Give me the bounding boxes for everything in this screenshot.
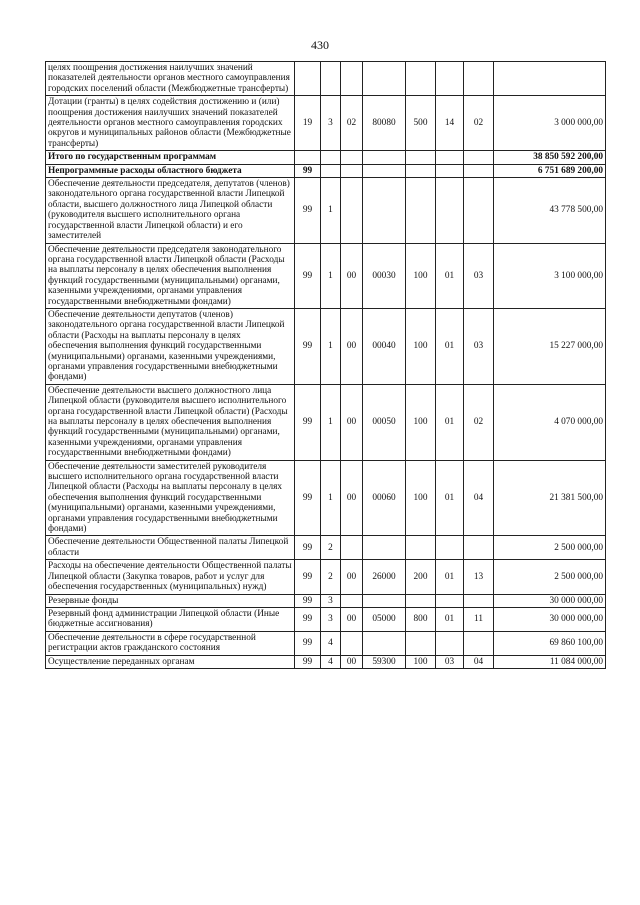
page-number: 430: [311, 38, 329, 52]
subsection-code: 02: [464, 96, 494, 151]
expense-type-code: [406, 164, 436, 177]
main-activity-code: 00: [341, 308, 363, 384]
subsection-code: [464, 178, 494, 243]
main-activity-code: [341, 594, 363, 607]
direction-code: [363, 62, 406, 96]
direction-code: [363, 594, 406, 607]
subprogram-code: 3: [321, 607, 341, 631]
subsection-code: 13: [464, 560, 494, 594]
direction-code: 00030: [363, 243, 406, 308]
main-activity-code: 02: [341, 96, 363, 151]
subsection-code: 03: [464, 243, 494, 308]
expense-name: Итого по государственным программам: [46, 151, 295, 164]
subprogram-code: 1: [321, 178, 341, 243]
main-activity-code: 00: [341, 460, 363, 536]
program-code: 99: [295, 607, 321, 631]
direction-code: [363, 631, 406, 655]
direction-code: [363, 151, 406, 164]
section-code: [436, 151, 464, 164]
expense-type-code: 200: [406, 560, 436, 594]
amount: 2 500 000,00: [494, 536, 606, 560]
subsection-code: [464, 536, 494, 560]
amount: 30 000 000,00: [494, 607, 606, 631]
section-code: 01: [436, 308, 464, 384]
direction-code: [363, 178, 406, 243]
expense-name: Обеспечение деятельности заместителей руководителя высшего исполнительного органа государственной власти Липецкой области (Расходы на выплаты персоналу в целях обеспечения выполнения функций государственными (муниципальными) органами, казенными учреждениями, органами управления государственными внебюджетными фондами): [46, 460, 295, 536]
expense-type-code: 100: [406, 460, 436, 536]
amount: 69 860 100,00: [494, 631, 606, 655]
main-activity-code: [341, 62, 363, 96]
subprogram-code: 1: [321, 308, 341, 384]
amount: 30 000 000,00: [494, 594, 606, 607]
program-code: 99: [295, 594, 321, 607]
expense-type-code: 100: [406, 308, 436, 384]
expense-type-code: [406, 151, 436, 164]
amount: 6 751 689 200,00: [494, 164, 606, 177]
expense-name: Непрограммные расходы областного бюджета: [46, 164, 295, 177]
subprogram-code: 3: [321, 594, 341, 607]
expense-type-code: 100: [406, 384, 436, 460]
subsection-code: 03: [464, 308, 494, 384]
subprogram-code: [321, 62, 341, 96]
table-row: [46, 308, 606, 384]
budget-table: [45, 61, 606, 669]
main-activity-code: [341, 151, 363, 164]
table-row: [46, 560, 606, 594]
subprogram-code: [321, 151, 341, 164]
table-row: [46, 655, 606, 668]
section-code: [436, 62, 464, 96]
expense-type-code: [406, 536, 436, 560]
subsection-code: [464, 631, 494, 655]
section-code: [436, 631, 464, 655]
main-activity-code: 00: [341, 560, 363, 594]
section-code: 01: [436, 607, 464, 631]
program-code: 99: [295, 536, 321, 560]
table-row: [46, 178, 606, 243]
main-activity-code: 00: [341, 655, 363, 668]
table-row: [46, 151, 606, 164]
table-row: [46, 536, 606, 560]
program-code: 19: [295, 96, 321, 151]
main-activity-code: [341, 178, 363, 243]
main-activity-code: [341, 164, 363, 177]
subprogram-code: 1: [321, 243, 341, 308]
subsection-code: [464, 62, 494, 96]
table-row: [46, 384, 606, 460]
expense-name: Обеспечение деятельности депутатов (членов) законодательного органа государственной власти Липецкой области (Расходы на выплаты персоналу в целях обеспечения выполнения функций государственными (муниципальными) органами, казенными учреждениями, органами управления государственными внебюджетными фондами): [46, 308, 295, 384]
program-code: [295, 151, 321, 164]
expense-name: Обеспечение деятельности высшего должностного лица Липецкой области (руководителя высшего исполнительного органа государственной власти Липецкой области) (Расходы на выплаты персоналу в целях обеспечения выполнения функций государственными (муниципальными) органами, казенными учреждениями, органами управления государственными внебюджетными фондами): [46, 384, 295, 460]
section-code: [436, 178, 464, 243]
table-row: [46, 96, 606, 151]
expense-name: Обеспечение деятельности председателя, депутатов (членов) законодательного органа государственной власти Липецкой области, высшего должностного лица Липецкой области (руководителя высшего исполнительного органа государственной власти Липецкой области) и его заместителей: [46, 178, 295, 243]
section-code: 14: [436, 96, 464, 151]
expense-name: целях поощрения достижения наилучших значений показателей деятельности органов местного самоуправления городских поселений области (Межбюджетные трансферты): [46, 62, 295, 96]
amount: [494, 62, 606, 96]
expense-type-code: [406, 594, 436, 607]
subprogram-code: 2: [321, 560, 341, 594]
amount: 3 000 000,00: [494, 96, 606, 151]
section-code: 03: [436, 655, 464, 668]
subsection-code: [464, 164, 494, 177]
expense-type-code: 100: [406, 655, 436, 668]
subsection-code: 04: [464, 655, 494, 668]
amount: 2 500 000,00: [494, 560, 606, 594]
section-code: 01: [436, 460, 464, 536]
table-row: [46, 460, 606, 536]
table-row: [46, 164, 606, 177]
main-activity-code: [341, 536, 363, 560]
subprogram-code: 3: [321, 96, 341, 151]
subprogram-code: 2: [321, 536, 341, 560]
expense-type-code: 800: [406, 607, 436, 631]
table-row: [46, 607, 606, 631]
main-activity-code: 00: [341, 384, 363, 460]
direction-code: [363, 164, 406, 177]
program-code: 99: [295, 164, 321, 177]
direction-code: 00060: [363, 460, 406, 536]
subsection-code: 11: [464, 607, 494, 631]
amount: 38 850 592 200,00: [494, 151, 606, 164]
expense-name: Расходы на обеспечение деятельности Общественной палаты Липецкой области (Закупка товаров, работ и услуг для обеспечения государственных (муниципальных) нужд): [46, 560, 295, 594]
expense-type-code: [406, 178, 436, 243]
main-activity-code: 00: [341, 243, 363, 308]
expense-name: Обеспечение деятельности Общественной палаты Липецкой области: [46, 536, 295, 560]
amount: 11 084 000,00: [494, 655, 606, 668]
section-code: 01: [436, 243, 464, 308]
program-code: 99: [295, 560, 321, 594]
subsection-code: [464, 151, 494, 164]
direction-code: 05000: [363, 607, 406, 631]
program-code: 99: [295, 178, 321, 243]
section-code: [436, 594, 464, 607]
table-row: [46, 243, 606, 308]
direction-code: 59300: [363, 655, 406, 668]
expense-name: Обеспечение деятельности в сфере государственной регистрации актов гражданского состояния: [46, 631, 295, 655]
subsection-code: 02: [464, 384, 494, 460]
expense-type-code: 100: [406, 243, 436, 308]
table-row: [46, 62, 606, 96]
expense-type-code: 500: [406, 96, 436, 151]
expense-type-code: [406, 62, 436, 96]
expense-type-code: [406, 631, 436, 655]
section-code: 01: [436, 384, 464, 460]
main-activity-code: [341, 631, 363, 655]
section-code: 01: [436, 560, 464, 594]
program-code: 99: [295, 460, 321, 536]
expense-name: Осуществление переданных органам: [46, 655, 295, 668]
amount: 4 070 000,00: [494, 384, 606, 460]
subprogram-code: [321, 164, 341, 177]
direction-code: 80080: [363, 96, 406, 151]
program-code: [295, 62, 321, 96]
section-code: [436, 164, 464, 177]
expense-name: Дотации (гранты) в целях содействия достижению и (или) поощрения достижения наилучших значений показателей деятельности органов местного самоуправления городских округов и муниципальных районов области (Межбюджетные трансферты): [46, 96, 295, 151]
program-code: 99: [295, 308, 321, 384]
table-row: [46, 631, 606, 655]
expense-name: Резервные фонды: [46, 594, 295, 607]
program-code: 99: [295, 243, 321, 308]
amount: 43 778 500,00: [494, 178, 606, 243]
subsection-code: 04: [464, 460, 494, 536]
direction-code: [363, 536, 406, 560]
direction-code: 26000: [363, 560, 406, 594]
direction-code: 00050: [363, 384, 406, 460]
amount: 3 100 000,00: [494, 243, 606, 308]
amount: 21 381 500,00: [494, 460, 606, 536]
program-code: 99: [295, 655, 321, 668]
subprogram-code: 1: [321, 460, 341, 536]
amount: 15 227 000,00: [494, 308, 606, 384]
subprogram-code: 4: [321, 631, 341, 655]
program-code: 99: [295, 631, 321, 655]
direction-code: 00040: [363, 308, 406, 384]
expense-name: Резервный фонд администрации Липецкой области (Иные бюджетные ассигнования): [46, 607, 295, 631]
main-activity-code: 00: [341, 607, 363, 631]
expense-name: Обеспечение деятельности председателя законодательного органа государственной власти Липецкой области (Расходы на выплаты персоналу в целях обеспечения выполнения функций государственными (муниципальными) органами, казенными учреждениями, органами управления государственными внебюджетными фондами): [46, 243, 295, 308]
subprogram-code: 1: [321, 384, 341, 460]
section-code: [436, 536, 464, 560]
program-code: 99: [295, 384, 321, 460]
table-row: [46, 594, 606, 607]
subprogram-code: 4: [321, 655, 341, 668]
subsection-code: [464, 594, 494, 607]
